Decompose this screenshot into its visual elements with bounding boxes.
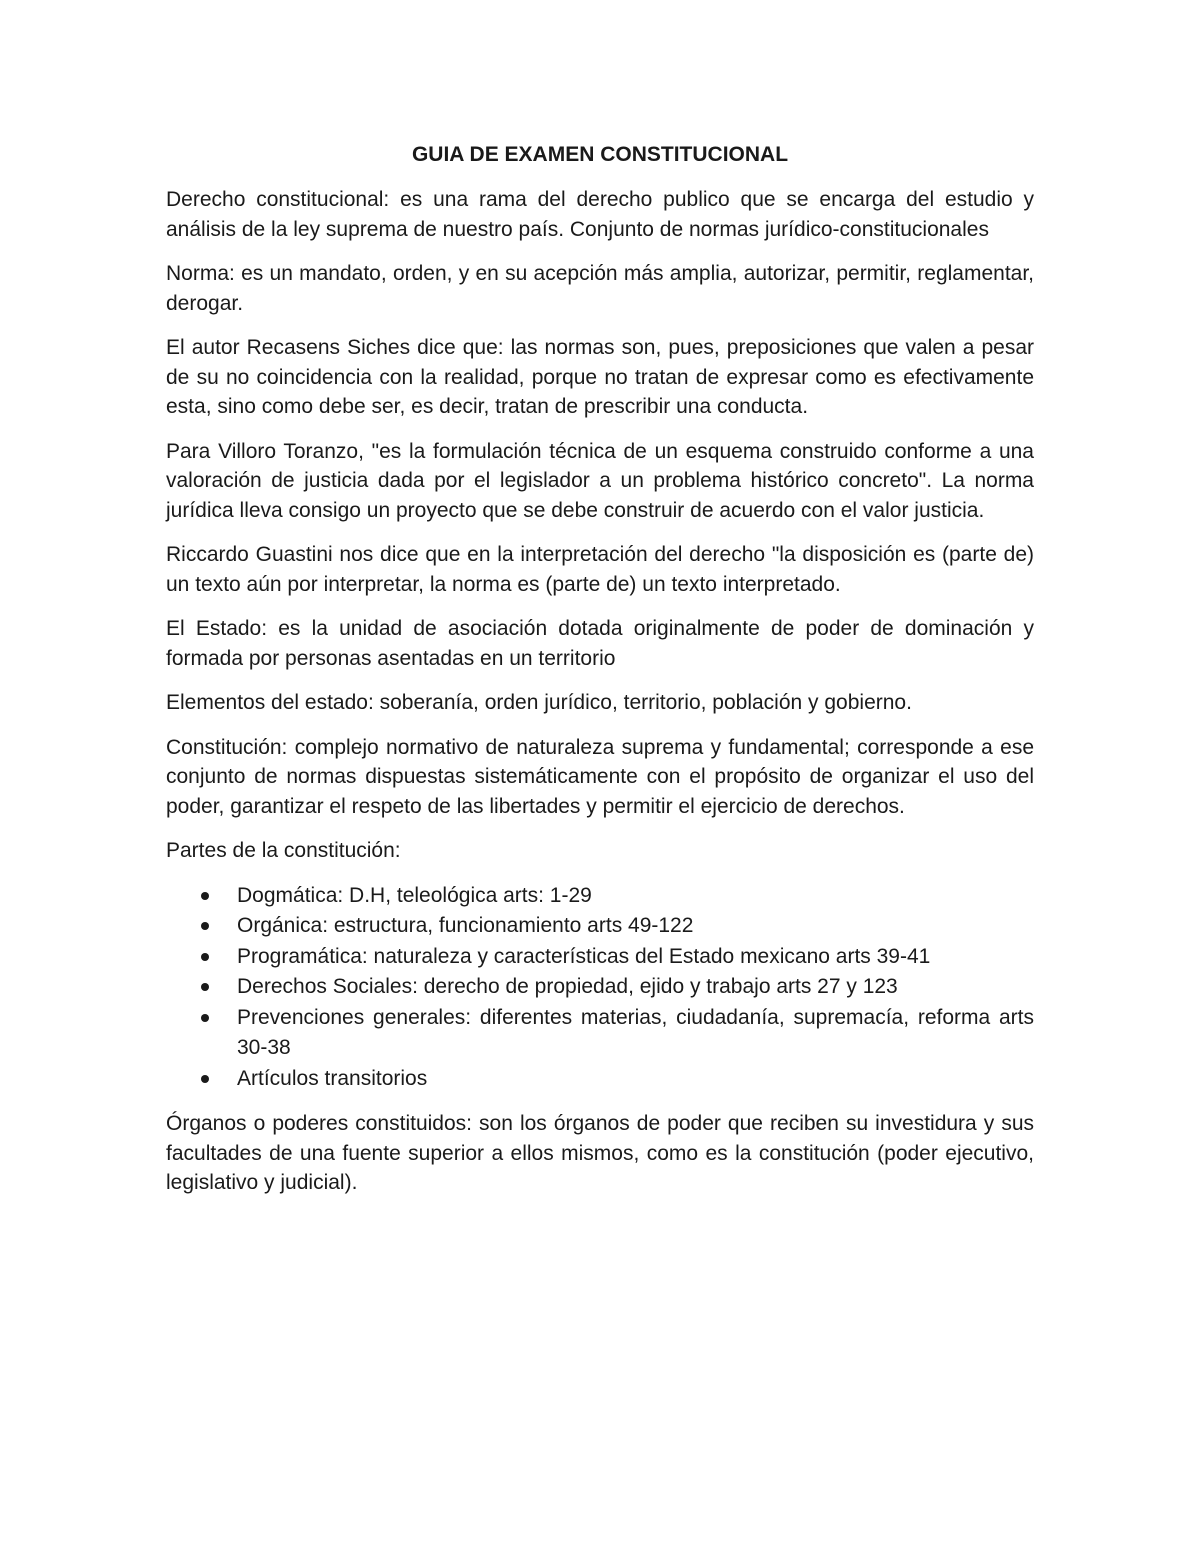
bullet-icon <box>201 1014 209 1022</box>
list-item <box>166 972 1034 1003</box>
paragraph-elementos-del-estado: Elementos del estado: soberanía, orden jurídico, territorio, población y gobierno. <box>166 691 912 714</box>
paragraph-recasens-siches: El autor Recasens Siches dice que: las normas son, pues, preposiciones que valen a pesar de su no coincidencia con la realidad, porque no tratan de expresar como es efectivamente esta, sino como debe ser, es decir, tratan de prescribir una conducta. <box>166 336 1034 418</box>
bullet-icon <box>201 953 209 961</box>
list-item-text: Derechos Sociales: derecho de propiedad, ejido y trabajo arts 27 y 123 <box>237 975 898 998</box>
bullet-icon <box>201 892 209 900</box>
list-item <box>166 911 1034 942</box>
list-item <box>166 1003 1034 1064</box>
paragraph-villoro-toranzo: Para Villoro Toranzo, "es la formulación técnica de un esquema construido conforme a una valoración de justicia dada por el legislador a un problema histórico concreto". La norma jurídica lleva consigo un proyecto que se debe construir de acuerdo con el valor justicia. <box>166 439 1034 522</box>
bullet-list-partes <box>166 881 1034 1095</box>
paragraph-derecho-constitucional: Derecho constitucional: es una rama del derecho publico que se encarga del estudio y análisis de la ley suprema de nuestro país. Conjunto de normas jurídico-constitucionales <box>166 188 1034 241</box>
list-item <box>166 942 1034 973</box>
document-title: GUIA DE EXAMEN CONSTITUCIONAL <box>411 143 789 166</box>
list-item-text: Prevenciones generales: diferentes materias, ciudadanía, supremacía, reforma arts 30-38 <box>237 1005 1034 1059</box>
list-item-text: Dogmática: D.H, teleológica arts: 1-29 <box>237 883 592 907</box>
paragraph-constitucion: Constitución: complejo normativo de naturaleza suprema y fundamental; corresponde a ese conjunto de normas dispuestas sistemáticamente con el propósito de organizar el uso del poder, garantizar el respeto de las libertades y permitir el ejercicio de derechos. <box>166 735 1034 818</box>
list-item <box>166 881 1034 912</box>
paragraph-norma: Norma: es un mandato, orden, y en su acepción más amplia, autorizar, permitir, reglamentar, derogar. <box>166 262 1034 315</box>
paragraph-riccardo-guastini: Riccardo Guastini nos dice que en la interpretación del derecho "la disposición es (parte de) un texto aún por interpretar, la norma es (parte de) un texto interpretado. <box>166 543 1034 596</box>
list-item <box>166 1064 1034 1095</box>
bullet-icon <box>201 983 209 991</box>
paragraph-el-estado: El Estado: es la unidad de asociación dotada originalmente de poder de dominación y formada por personas asentadas en un territorio <box>166 617 1034 670</box>
list-item-text: Programática: naturaleza y características del Estado mexicano arts 39-41 <box>237 944 931 968</box>
document-page <box>166 140 1034 1213</box>
paragraph-partes-de-la-constitucion: Partes de la constitución: <box>166 839 401 862</box>
paragraph-organos-constituidos: Órganos o poderes constituidos: son los órganos de poder que reciben su investidura y sus facultades de una fuente superior a ellos mismos, como es la constitución (poder ejecutivo, legislativo y judicial). <box>166 1112 1034 1194</box>
bullet-icon <box>201 1075 209 1083</box>
bullet-icon <box>201 922 209 930</box>
list-item-text: Orgánica: estructura, funcionamiento arts 49-122 <box>237 914 694 937</box>
list-item-text: Artículos transitorios <box>237 1066 428 1090</box>
